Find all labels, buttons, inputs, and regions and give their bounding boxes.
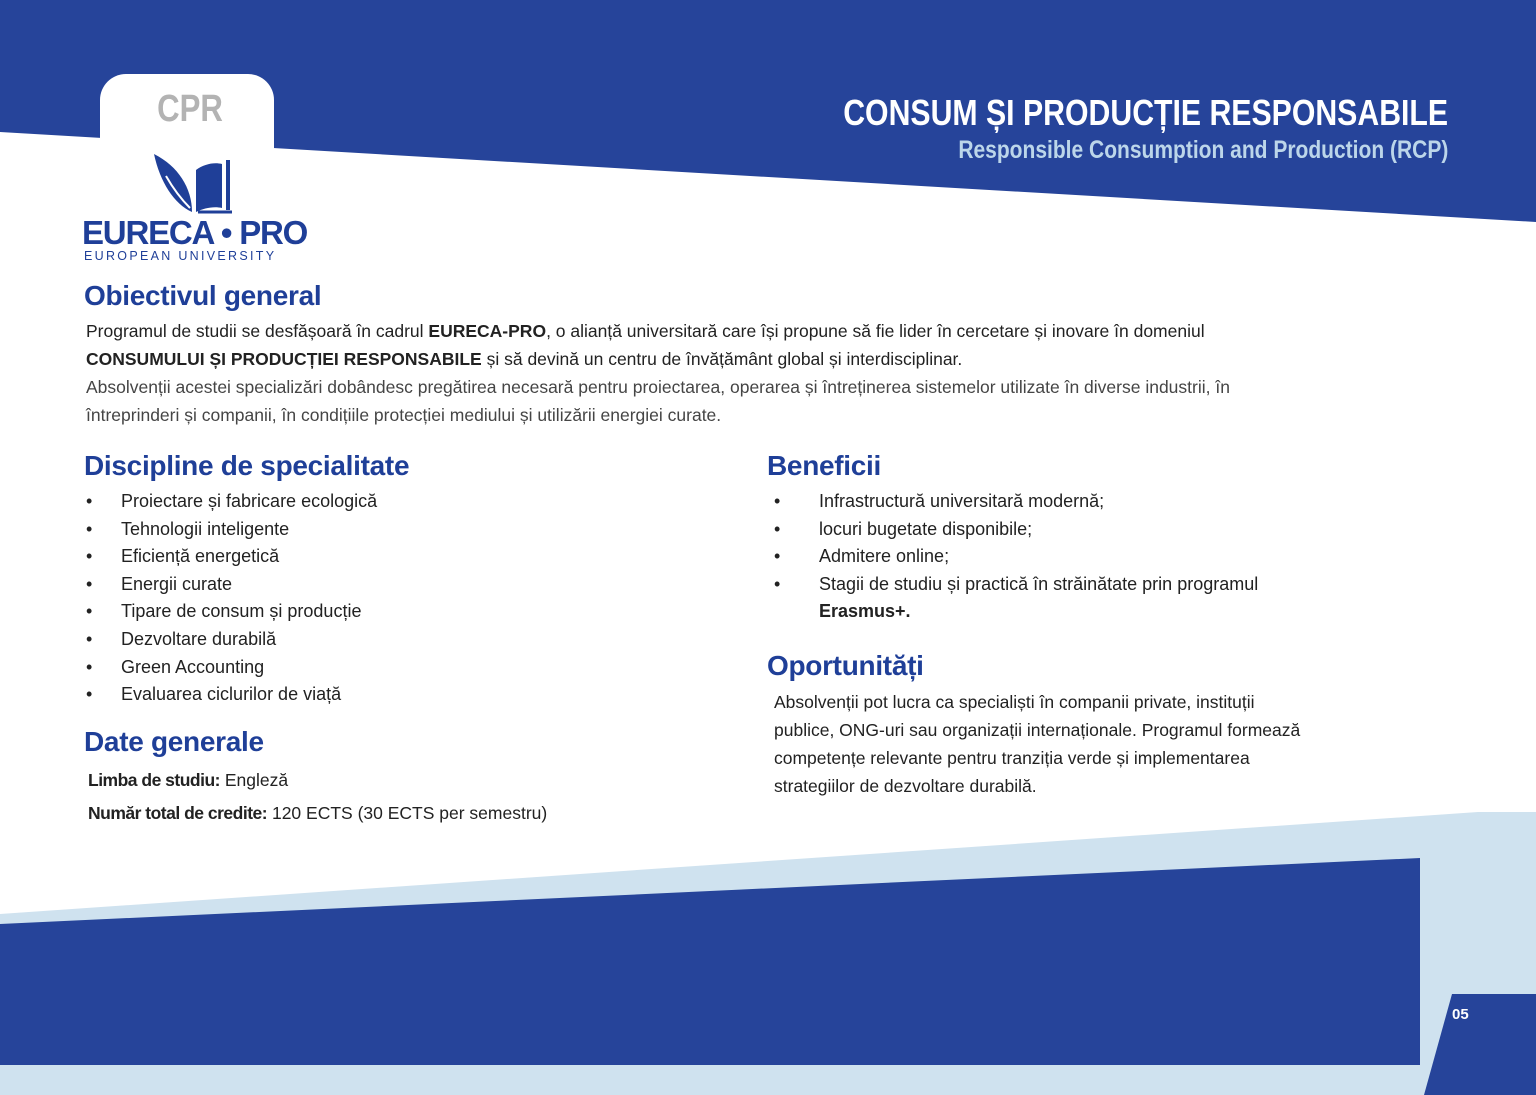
opportunities-line-1: Absolvenții pot lucra ca specialiști în companii private, instituții — [774, 692, 1255, 712]
list-item-continuation — [774, 598, 1258, 626]
list-item-label: Admitere online; — [819, 546, 950, 567]
bullet-dot: • — [86, 656, 93, 677]
list-item — [774, 488, 1258, 516]
study-language-value: Engleză — [220, 770, 289, 790]
disciplines-list — [86, 488, 377, 709]
leaf-book-icon — [152, 152, 236, 214]
objective-text-a: Programul de studii se desfășoară în cadrul — [86, 321, 429, 341]
list-item — [774, 516, 1258, 544]
page-number: 05 — [1452, 1006, 1469, 1023]
general-data-heading: Date generale — [84, 726, 264, 757]
objective-paragraph-2 — [86, 373, 1230, 429]
objective-text-d: CONSUMULUI ȘI PRODUCȚIEI RESPONSABILE — [86, 349, 482, 369]
bullet-dot: • — [86, 546, 93, 567]
objective-p2-line1: Absolvenții acestei specializări dobândesc pregătirea necesară pentru proiectarea, operarea și întreținerea sistemelor utilizate în diverse industrii, în — [86, 377, 1230, 397]
list-item — [86, 543, 377, 571]
list-item — [86, 626, 377, 654]
objective-text-b: EURECA-PRO — [428, 321, 547, 341]
list-item-label: Evaluarea ciclurilor de viață — [121, 684, 342, 705]
opportunities-line-3: competențe relevante pentru tranziția verde și implementarea — [774, 748, 1250, 768]
bullet-dot: • — [86, 684, 93, 705]
list-item-label: Stagii de studiu și practică în străinătate prin programul — [819, 573, 1259, 594]
list-item-label: Eficiență energetică — [121, 546, 280, 567]
list-item-label: Proiectare și fabricare ecologică — [121, 491, 378, 511]
bullet-dot: • — [774, 546, 781, 567]
benefits-heading: Beneficii — [767, 450, 882, 481]
opportunities-paragraph — [774, 688, 1300, 800]
bullet-dot: • — [86, 601, 93, 622]
list-item — [86, 516, 377, 544]
list-item — [774, 543, 1258, 571]
erasmus-label: Erasmus+. — [819, 601, 911, 622]
bullet-dot: • — [774, 518, 781, 539]
total-credits — [88, 803, 547, 824]
bullet-dot: • — [86, 573, 93, 594]
list-item — [774, 571, 1258, 599]
list-item-label: locuri bugetate disponibile; — [819, 518, 1033, 539]
bullet-dot: • — [86, 491, 93, 511]
cpr-tab-label: CPR — [157, 88, 223, 130]
opportunities-line-2: publice, ONG-uri sau organizații internaționale. Programul formează — [774, 720, 1301, 740]
list-item-label: Green Accounting — [121, 656, 265, 677]
bullet-dot: • — [774, 573, 781, 594]
list-item-label: Infrastructură universitară modernă; — [819, 491, 1105, 511]
benefits-list — [774, 488, 1258, 626]
list-item-label: Dezvoltare durabilă — [121, 628, 277, 649]
total-credits-value: 120 ECTS (30 ECTS per semestru) — [267, 803, 548, 823]
page-title: CONSUM ȘI PRODUCȚIE RESPONSABILE — [843, 92, 1448, 133]
disciplines-heading: Discipline de specialitate — [84, 450, 410, 481]
brand-tagline: EUROPEAN UNIVERSITY — [84, 249, 277, 263]
bullet-dot: • — [774, 491, 781, 511]
objective-paragraph-1 — [86, 317, 1205, 373]
list-item — [86, 681, 377, 709]
list-item — [86, 488, 377, 516]
opportunities-heading: Oportunități — [767, 650, 924, 681]
opportunities-line-4: strategiilor de dezvoltare durabilă. — [774, 776, 1037, 796]
study-language-label: Limba de studiu: — [88, 770, 220, 790]
list-item-label: Energii curate — [121, 573, 233, 594]
list-item — [86, 598, 377, 626]
objective-p2-line2: întreprinderi și companii, în condițiile protecției mediului și utilizării energiei curate. — [86, 405, 722, 425]
list-item — [86, 654, 377, 682]
total-credits-label: Număr total de credite: — [88, 803, 268, 823]
bullet-dot: • — [86, 628, 93, 649]
list-item-label: Tehnologii inteligente — [121, 518, 290, 539]
objective-heading: Obiectivul general — [84, 280, 322, 311]
brand-name: EURECA • PRO — [82, 214, 308, 251]
list-item-label: Tipare de consum și producție — [121, 601, 362, 622]
objective-text-c: , o alianță universitară care își propune să fie lider în cercetare și inovare în domeniul — [546, 321, 1205, 341]
study-language — [88, 770, 288, 791]
bullet-dot: • — [86, 518, 93, 539]
page-subtitle: Responsible Consumption and Production (RCP) — [958, 136, 1448, 164]
list-item — [86, 571, 377, 599]
objective-text-e: și să devină un centru de învățământ global și interdisciplinar. — [481, 349, 963, 369]
